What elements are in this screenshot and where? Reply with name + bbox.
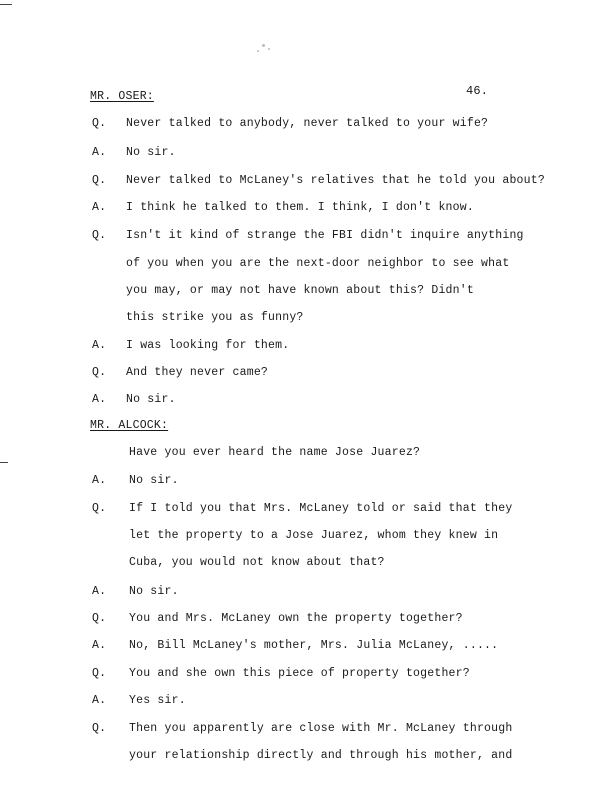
line-marker: Q.: [92, 366, 107, 379]
line-text: Never talked to McLaney's relatives that he told you about?: [126, 174, 545, 187]
line-marker: Q.: [92, 502, 107, 515]
transcript-line: [0, 339, 612, 357]
line-text: No, Bill McLaney's mother, Mrs. Julia McLaney, .....: [129, 639, 499, 652]
transcript-line: [0, 529, 612, 547]
transcript-line: [0, 446, 612, 464]
line-text: Cuba, you would not know about that?: [129, 556, 385, 569]
transcript-line: [0, 366, 612, 384]
line-text: Have you ever heard the name Jose Juarez?: [129, 446, 421, 459]
transcript-line: [0, 749, 612, 767]
line-marker: A.: [92, 694, 107, 707]
line-marker: Q.: [92, 667, 107, 680]
transcript-line: [0, 229, 612, 247]
transcript-line: [0, 585, 612, 603]
line-text: Isn't it kind of strange the FBI didn't inquire anything: [126, 229, 524, 242]
transcript-line: [0, 694, 612, 712]
line-text: Yes sir.: [129, 694, 186, 707]
scan-speck: [257, 50, 259, 52]
line-marker: Q.: [92, 612, 107, 625]
line-text: this strike you as funny?: [126, 311, 304, 324]
line-marker: A.: [92, 201, 107, 214]
line-text: I was looking for them.: [126, 339, 290, 352]
transcript-line: [0, 556, 612, 574]
transcript-line: [0, 174, 612, 192]
transcript-line: [0, 257, 612, 275]
line-text: And they never came?: [126, 366, 269, 379]
line-marker: Q.: [92, 229, 107, 242]
line-marker: Q.: [92, 174, 107, 187]
line-marker: A.: [92, 585, 107, 598]
page-number: 46.: [466, 84, 489, 98]
scan-speck: [268, 48, 270, 50]
line-text: You and Mrs. McLaney own the property together?: [129, 612, 463, 625]
transcript-line: [0, 284, 612, 302]
transcript-line: [0, 639, 612, 657]
line-text: You and she own this piece of property together?: [129, 667, 470, 680]
speaker-label: MR. ALCOCK:: [90, 419, 169, 432]
line-text: No sir.: [126, 393, 176, 406]
transcript-line: [0, 667, 612, 685]
line-text: No sir.: [129, 474, 179, 487]
line-marker: A.: [92, 393, 107, 406]
transcript-line: [0, 502, 612, 520]
line-marker: Q.: [92, 722, 107, 735]
scan-speck: [262, 44, 265, 47]
line-marker: A.: [92, 146, 107, 159]
line-marker: A.: [92, 474, 107, 487]
line-text: let the property to a Jose Juarez, whom they knew in: [129, 529, 499, 542]
transcript-line: [0, 393, 612, 411]
line-text: of you when you are the next-door neighbor to see what: [126, 257, 510, 270]
transcript-line: [0, 117, 612, 135]
line-text: Then you apparently are close with Mr. McLaney through: [129, 722, 513, 735]
transcript-line: [0, 474, 612, 492]
line-text: you may, or may not have known about this? Didn't: [126, 284, 474, 297]
line-text: No sir.: [129, 585, 179, 598]
line-text: No sir.: [126, 146, 176, 159]
transcript-line: [0, 612, 612, 630]
speaker-label: MR. OSER:: [90, 90, 154, 103]
transcript-line: [0, 311, 612, 329]
line-text: If I told you that Mrs. McLaney told or said that they: [129, 502, 513, 515]
line-text: Never talked to anybody, never talked to your wife?: [126, 117, 489, 130]
line-text: I think he talked to them. I think, I don't know.: [126, 201, 474, 214]
line-marker: Q.: [92, 117, 107, 130]
line-text: your relationship directly and through his mother, and: [129, 749, 513, 762]
line-marker: A.: [92, 639, 107, 652]
transcript-line: [0, 146, 612, 164]
transcript-line: [0, 201, 612, 219]
line-marker: A.: [92, 339, 107, 352]
top-left-edge-mark: [0, 4, 12, 5]
transcript-line: [0, 722, 612, 740]
